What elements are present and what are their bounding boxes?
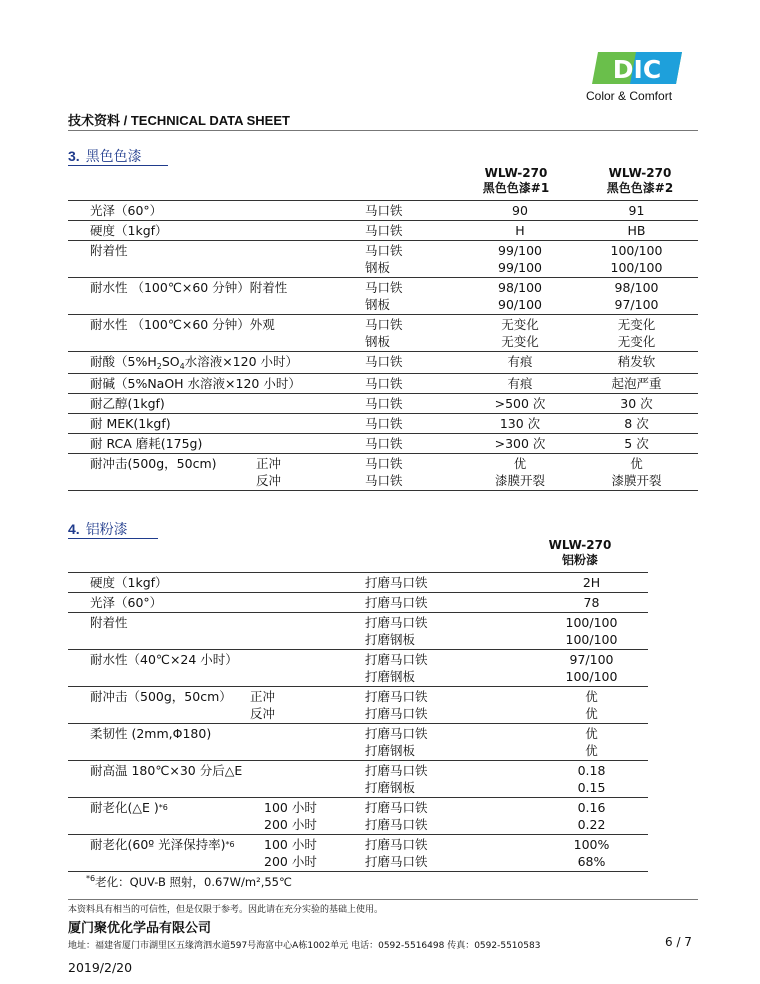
s4-property — [68, 650, 365, 687]
s3-value-1: 优 漆膜开裂 — [465, 454, 575, 491]
table-row — [68, 374, 698, 394]
s3-property: 耐 RCA 磨耗(175g) — [68, 434, 365, 454]
s4-col-header — [510, 538, 650, 568]
table-row — [68, 434, 698, 454]
section-4-number: 4. — [68, 521, 80, 537]
s3-substrate: 马口铁 钢板 — [365, 278, 465, 315]
header-divider — [68, 130, 698, 131]
table-row — [68, 278, 698, 315]
s4-property — [68, 593, 365, 613]
s3-substrate: 马口铁 马口铁 — [365, 454, 465, 491]
table-row — [68, 315, 698, 352]
s4-property — [68, 573, 365, 593]
brand-tagline: Color & Comfort — [586, 89, 673, 103]
table-row — [68, 798, 648, 835]
s4-property-label: 耐老化(60º 光泽保持率) — [90, 837, 226, 852]
s4-value: 78 — [535, 593, 648, 613]
s3-substrate: 马口铁 钢板 — [365, 241, 465, 278]
table-row — [68, 687, 648, 724]
company-name: 厦门聚优化学品有限公司 — [68, 921, 212, 936]
company-logo — [586, 52, 690, 103]
table-row — [68, 573, 648, 593]
s4-value: 100/100 100/100 — [535, 613, 648, 650]
table-row — [68, 414, 698, 434]
s3-property — [68, 454, 365, 491]
s4-substrate: 打磨马口铁 打磨钢板 — [365, 650, 535, 687]
company-address: 地址：福建省厦门市湖里区五缘湾泗水道597号海富中心A栋1002单元 电话：0592-5516498 传真：0592-5510583 — [68, 941, 541, 951]
s3-property-part: SO — [161, 354, 180, 369]
section-4-heading — [68, 519, 128, 539]
s3-property: 光泽（60°） — [68, 201, 365, 221]
s4-property — [68, 798, 365, 835]
table-row — [68, 201, 698, 221]
table-row — [68, 241, 698, 278]
s4-property-mode: 100 小时 200 小时 — [264, 837, 317, 869]
s4-property-label: 柔韧性 (2mm,Φ180) — [90, 726, 212, 741]
s4-substrate: 打磨马口铁 打磨钢板 — [365, 724, 535, 761]
section-4-underline — [68, 538, 158, 539]
table-row — [68, 593, 648, 613]
s3-property: 耐水性 （100℃×60 分钟）外观 — [68, 315, 365, 352]
s4-property-label: 光泽（60°） — [90, 595, 163, 610]
s3-value-1: 有痕 — [465, 374, 575, 394]
s3-col2-header — [580, 166, 700, 196]
s4-col-product: WLW-270 — [548, 538, 612, 552]
s3-value-1: 无变化 无变化 — [465, 315, 575, 352]
table-row — [68, 613, 648, 650]
s3-property-part: 水溶液×120 小时） — [184, 354, 299, 369]
s4-property-label: 耐老化(△E ) — [90, 800, 159, 815]
section-3-heading — [68, 146, 142, 166]
s3-value-1: 90 — [465, 201, 575, 221]
table-row — [68, 724, 648, 761]
s4-substrate: 打磨马口铁 打磨马口铁 — [365, 798, 535, 835]
table-row — [68, 352, 698, 374]
section-3-name: 黑色色漆 — [85, 148, 142, 164]
s4-property-label: 耐水性（40℃×24 小时） — [90, 652, 238, 667]
s3-value-2: 30 次 — [575, 394, 698, 414]
s3-substrate: 马口铁 — [365, 414, 465, 434]
s4-value: 2H — [535, 573, 648, 593]
s3-substrate: 马口铁 — [365, 221, 465, 241]
section-3-table — [68, 200, 698, 491]
s3-col1-header — [456, 166, 576, 196]
s3-col1-variant: 黑色色漆#1 — [482, 181, 550, 195]
s3-property: 耐乙醇(1kgf) — [68, 394, 365, 414]
table-row — [68, 454, 698, 491]
s3-value-2: 100/100 100/100 — [575, 241, 698, 278]
s4-value: 97/100 100/100 — [535, 650, 648, 687]
s3-value-1: >300 次 — [465, 434, 575, 454]
s3-value-2: 无变化 无变化 — [575, 315, 698, 352]
s3-value-2: 98/100 97/100 — [575, 278, 698, 315]
table-row — [68, 835, 648, 872]
s4-property — [68, 761, 365, 798]
s4-value: 优 优 — [535, 687, 648, 724]
s4-property — [68, 724, 365, 761]
table-row — [68, 650, 648, 687]
s3-value-1: >500 次 — [465, 394, 575, 414]
s3-substrate: 马口铁 — [365, 374, 465, 394]
s3-col1-product: WLW-270 — [484, 166, 548, 180]
s3-property-label: 耐冲击(500g，50cm) — [90, 456, 217, 471]
section-4-name: 铝粉漆 — [85, 521, 128, 537]
page-number: 6 / 7 — [665, 935, 692, 949]
s4-property-label: 耐高温 180℃×30 分后△E — [90, 763, 243, 778]
s3-value-2: HB — [575, 221, 698, 241]
s3-value-1: 130 次 — [465, 414, 575, 434]
document-date: 2019/2/20 — [68, 960, 133, 975]
s4-substrate: 打磨马口铁 — [365, 573, 535, 593]
s4-substrate: 打磨马口铁 打磨马口铁 — [365, 687, 535, 724]
s3-property: 耐水性 （100℃×60 分钟）附着性 — [68, 278, 365, 315]
s3-property-subscript: 2 — [156, 362, 162, 371]
s3-property-mode: 正冲 反冲 — [256, 456, 282, 488]
section-3-number: 3. — [68, 148, 80, 164]
s3-property: 附着性 — [68, 241, 365, 278]
s4-property-footnote-mark: *6 — [158, 803, 168, 812]
s3-substrate: 马口铁 — [365, 434, 465, 454]
s3-value-2: 8 次 — [575, 414, 698, 434]
s3-substrate: 马口铁 — [365, 352, 465, 374]
disclaimer: 本资料具有相当的可信性，但是仅限于参考。因此请在充分实验的基础上使用。 — [68, 905, 384, 915]
s4-value: 100% 68% — [535, 835, 648, 872]
s3-value-2: 优 漆膜开裂 — [575, 454, 698, 491]
section-4-table — [68, 572, 648, 872]
s4-property — [68, 687, 365, 724]
s3-value-1: 98/100 90/100 — [465, 278, 575, 315]
s3-col2-product: WLW-270 — [608, 166, 672, 180]
footnote-text: 老化：QUV-B 照射，0.67W/m²,55℃ — [95, 875, 292, 889]
s4-value: 0.18 0.15 — [535, 761, 648, 798]
s3-property: 硬度（1kgf） — [68, 221, 365, 241]
section-3-underline — [68, 165, 168, 166]
footer-divider — [68, 899, 698, 900]
s3-value-2: 稍发软 — [575, 352, 698, 374]
s3-value-2: 起泡严重 — [575, 374, 698, 394]
s4-substrate: 打磨马口铁 — [365, 593, 535, 613]
s3-value-1: H — [465, 221, 575, 241]
s4-property-label: 硬度（1kgf） — [90, 575, 168, 590]
s4-property-mode: 100 小时 200 小时 — [264, 800, 317, 832]
s4-property-footnote-mark: *6 — [225, 840, 235, 849]
document-title: 技术资料 / TECHNICAL DATA SHEET — [68, 113, 290, 128]
s3-substrate: 马口铁 — [365, 201, 465, 221]
s4-substrate: 打磨马口铁 打磨马口铁 — [365, 835, 535, 872]
s3-property — [68, 352, 365, 374]
s3-property-part: 耐酸（5%H — [90, 354, 157, 369]
s4-value: 优 优 — [535, 724, 648, 761]
s4-property-mode: 正冲 反冲 — [250, 689, 276, 721]
table-row — [68, 221, 698, 241]
s4-property — [68, 835, 365, 872]
s3-substrate: 马口铁 钢板 — [365, 315, 465, 352]
s3-value-2: 91 — [575, 201, 698, 221]
s4-col-variant: 铝粉漆 — [561, 553, 598, 567]
dic-logo-mark — [590, 52, 682, 84]
s4-property-label: 耐冲击（500g，50cm） — [90, 689, 232, 704]
s4-property — [68, 613, 365, 650]
s3-property-subscript: 4 — [179, 362, 185, 371]
s3-value-1: 有痕 — [465, 352, 575, 374]
table-row — [68, 394, 698, 414]
s4-substrate: 打磨马口铁 打磨钢板 — [365, 613, 535, 650]
table-row — [68, 761, 648, 798]
s3-property: 耐碱（5%NaOH 水溶液×120 小时） — [68, 374, 365, 394]
s3-property: 耐 MEK(1kgf) — [68, 414, 365, 434]
s4-value: 0.16 0.22 — [535, 798, 648, 835]
logo-letters: DIC — [612, 55, 662, 84]
s3-col2-variant: 黑色色漆#2 — [606, 181, 674, 195]
footnote-mark: *6 — [86, 874, 96, 883]
footnote — [86, 874, 292, 890]
s3-substrate: 马口铁 — [365, 394, 465, 414]
s4-substrate: 打磨马口铁 打磨钢板 — [365, 761, 535, 798]
s4-property-label: 附着性 — [90, 615, 128, 630]
s3-value-2: 5 次 — [575, 434, 698, 454]
s3-value-1: 99/100 99/100 — [465, 241, 575, 278]
